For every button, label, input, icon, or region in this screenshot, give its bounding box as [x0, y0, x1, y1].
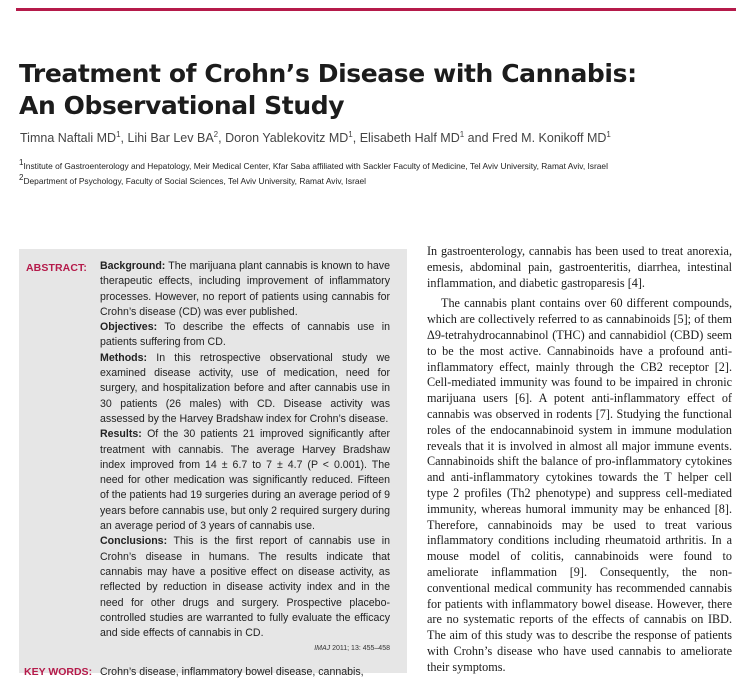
abstract-label: ABSTRACT:	[26, 262, 87, 274]
article-body	[427, 244, 732, 676]
abstract-conclusions: Conclusions: This is the first report of cannabis use in Crohn’s disease in humans. The results indicate that cannabis may have a positive effect on disease activity, as reflected by reduction in disease activity index and in the need for other drugs and surgery. Prospective placebo-controlled studies are warranted to fully evaluate the efficacy and side effects of cannabis in CD.	[100, 535, 390, 640]
journal-citation: IMAJ 2011; 13: 455–458	[314, 645, 390, 653]
abstract-methods: Methods: In this retrospective observational study we examined disease activity, use of medication, need for surgery, and hospitalization before and after cannabis use in 30 patients (26 males) with CD. Disease activity was assessed by the Harvey Bradshaw index for Crohn’s disease.	[100, 351, 390, 425]
article-title	[19, 58, 719, 122]
abstract-results: Results: Of the 30 patients 21 improved significantly after treatment with cannabis. The average Harvey Bradshaw index improved from 14 ± 6.7 to 7 ± 4.7 (P < 0.001). The need for other medication was significantly reduced. Fifteen of the patients had 19 surgeries during an average period of 9 years before cannabis use, but only 2 required surgery during an average period of 3 years of cannabis use.	[100, 428, 390, 533]
abstract-objectives: Objectives: To describe the effects of cannabis use in patients suffering from CD.	[100, 321, 390, 349]
title-line-1: Treatment of Crohn’s Disease with Cannabis:	[19, 59, 637, 88]
author-1: Timna Naftali $MD^1$	[20, 130, 121, 146]
header-rule	[16, 8, 736, 11]
author-4: Elisabeth Half $MD^1$	[359, 130, 465, 146]
affiliation-2: $^2$Department of Psychology, Faculty of Social Sciences, Tel Aviv University, Ramat Aviv, Israel	[19, 173, 367, 186]
author-2: Lihi Bar Lev $BA^2$	[127, 130, 219, 146]
abstract-body	[100, 259, 390, 654]
affiliation-1: $^1$Institute of Gastroenterology and Hepatology, Meir Medical Center, Kfar Saba affiliated with Sackler Faculty of Medicine, Tel Aviv University, Ramat Aviv, Israel	[19, 158, 608, 171]
body-paragraph: In gastroenterology, cannabis has been used to treat anorexia, emesis, abdominal pain, gastroenteritis, diarrhea, intestinal inflammation, and diabetic gastroparesis [4].	[427, 244, 732, 290]
title-line-2: An Observational Study	[19, 91, 345, 120]
abstract-background: Background: The marijuana plant cannabis is known to have therapeutic effects, including improvement of inflammatory processes. However, no report of patients using cannabis for Crohn’s disease (CD) was ever published.	[100, 260, 390, 318]
author-3: Doron Yablekovitz $MD^1$	[225, 130, 353, 146]
author-5: Fred M. Konikoff $MD^1$	[492, 130, 611, 146]
body-paragraph: The cannabis plant contains over 60 different compounds, which are collectively referred to as cannabinoids [5]; of them Δ9-tetrahydrocannabinol (THC) and cannabidiol (CBD) seem to be the most active. Cannabinoids have a profound anti-inflammatory effect, mainly through the CB2 receptor [2]. Cell-mediated immunity was found to be impaired in chronic marijuana users [6]. A potent anti-inflammatory effect of cannabis was observed in rodents [7]. Studying the functional roles of the endocannabinoid system in immune modulation reveals that it is involved in almost all major immune events. Cannabinoids shift the balance of pro-inflammatory cytokines and anti-inflammatory cytokines towards the T helper cell type 2 profiles (Th2 phenotype) and suppress cell-mediated immunity, whereas humoral immunity may be enhanced [8]. Therefore, cannabinoids may be used to treat various inflammatory conditions including rheumatoid arthritis. In a mouse model of colitis, cannabinoids were found to ameliorate inflammation [9]. Consequently, the non-conventional medical community has recommended cannabis for patients with inflammatory bowel disease. However, there are no systematic reports of the effects of cannabis on IBD. The aim of this study was to describe the response of patients with Crohn’s disease who have used cannabis to ameliorate their symptoms.	[427, 296, 732, 674]
keywords-label: KEY WORDS:	[24, 666, 93, 678]
keywords-text: Crohn’s disease, inflammatory bowel disease, cannabis,	[100, 666, 364, 678]
author-list: Timna Naftali $MD^1$, Lihi Bar Lev $BA^2$, Doron Yablekovitz $MD^1$, Elisabeth Half $MD^1$ and Fred M. Konikoff $MD^1$	[20, 130, 611, 146]
